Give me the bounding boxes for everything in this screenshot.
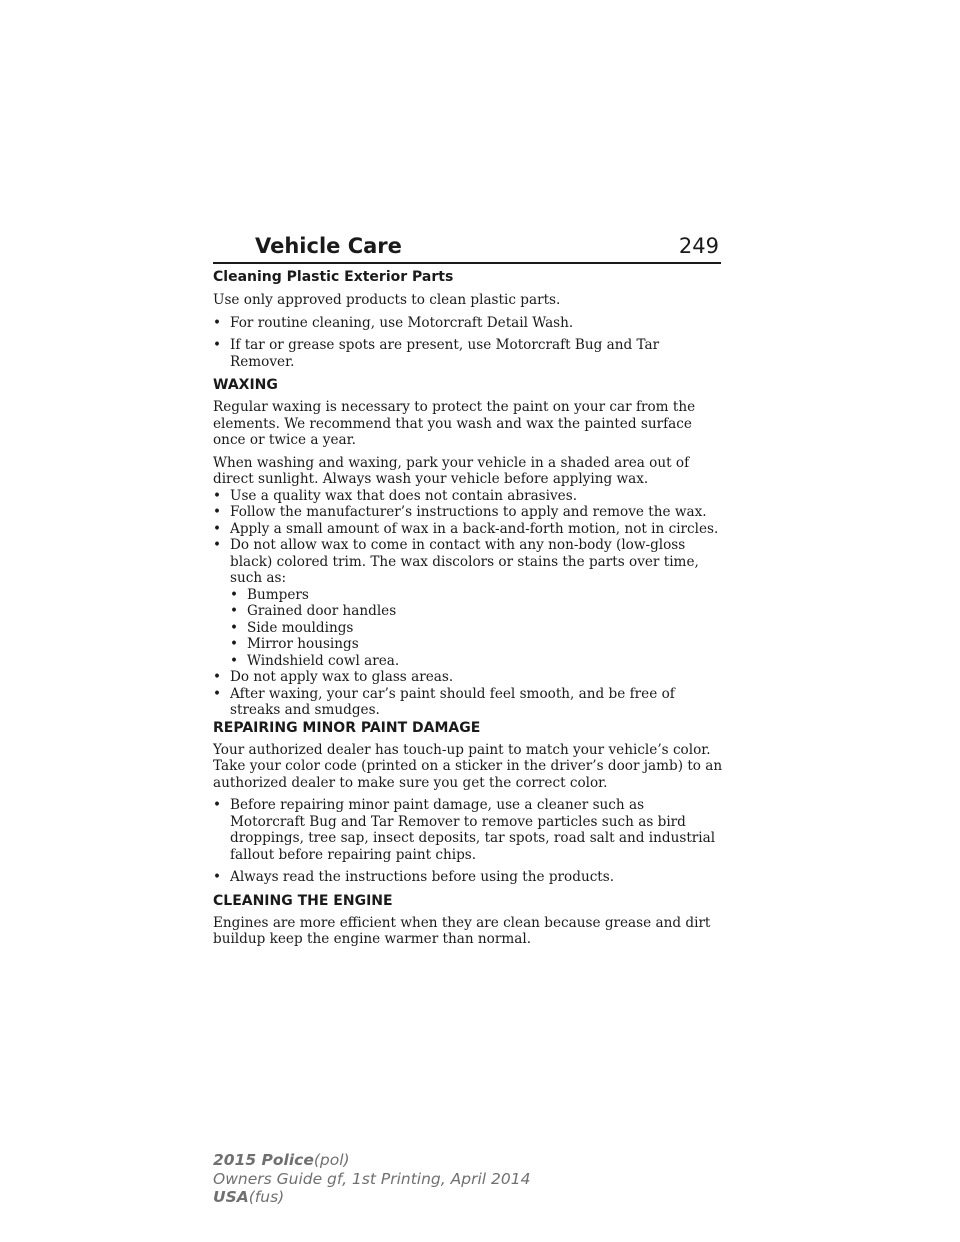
plastic-parts-heading: Cleaning Plastic Exterior Parts [213,269,454,285]
list-item: • Windshield cowl area. [230,652,400,669]
list-item: • Side mouldings [230,619,354,636]
plastic-parts-intro: Use only approved products to clean plastic parts. [213,292,561,308]
print-footer [213,1151,530,1207]
plastic-parts-list [213,315,723,371]
bullet-icon: • [213,669,222,685]
bullet-icon: • [230,636,239,652]
running-header [213,232,721,264]
list-item: • After waxing, your car’s paint should feel smooth, and be free of streaks and smudges. [213,685,675,718]
list-item: • Always read the instructions before using the products. [213,869,615,885]
bullet-icon: • [213,337,222,353]
list-item: • Apply a small amount of wax in a back-and-forth motion, not in circles. [213,520,719,537]
bullet-icon: • [213,797,222,813]
list-item: • For routine cleaning, use Motorcraft Detail Wash. [213,314,574,331]
footer-line-2: Owners Guide gf, 1st Printing, April 2014 [213,1169,531,1188]
trim-list [230,587,723,670]
list-item: • Do not apply wax to glass areas. [213,669,454,685]
list-item: • Do not allow wax to come in contact with any non-body (low-gloss black) colored trim. The wax discolors or stains the parts over time, such as: • Bumpers • Grained door handles • Side mouldings • Mirror housings • Windshield cowl area. [213,537,723,669]
bullet-icon: • [213,487,222,504]
list-item: • Use a quality wax that does not contain abrasives. [213,487,578,504]
page-content [213,268,723,954]
waxing-paragraph-1: Regular waxing is necessary to protect the paint on your car from the elements. We recommend that you wash and wax the painted surface once or twice a year. [213,399,696,448]
waxing-list [213,488,723,719]
bullet-icon: • [213,520,222,537]
list-item: • Bumpers [230,586,309,603]
bullet-icon: • [230,652,239,669]
list-item: • Mirror housings [230,636,359,652]
paint-damage-paragraph: Your authorized dealer has touch-up paint to match your vehicle’s color. Take your color code (printed on a sticker in the driver’s door jamb) to an authorized dealer to make sure you get the correct color. [213,741,723,791]
bullet-icon: • [230,603,239,619]
bullet-icon: • [230,619,239,636]
bullet-icon: • [213,685,222,702]
list-item: • Before repairing minor paint damage, use a cleaner such as Motorcraft Bug and Tar Remover to remove particles such as bird droppings, tree sap, insect deposits, tar spots, road salt and industrial fallout before repairing paint chips. [213,797,716,863]
bullet-icon: • [213,504,222,520]
list-item: • Grained door handles [230,603,397,619]
waxing-paragraph-2: When washing and waxing, park your vehicle in a shaded area out of direct sunlight. Always wash your vehicle before applying wax. [213,454,690,487]
bullet-icon: • [213,537,222,553]
bullet-icon: • [213,314,222,331]
list-item: • If tar or grease spots are present, use Motorcraft Bug and Tar Remover. [213,337,660,370]
engine-paragraph: Engines are more efficient when they are clean because grease and dirt buildup keep the engine warmer than normal. [213,914,711,947]
bullet-icon: • [213,869,222,885]
paint-damage-heading: REPAIRING MINOR PAINT DAMAGE [213,719,481,736]
footer-line-1: 2015 Police(pol) [213,1151,350,1169]
paint-damage-list [213,797,723,886]
engine-heading: CLEANING THE ENGINE [213,892,393,909]
page-number: 249 [678,234,719,258]
footer-line-3: USA(fus) [213,1188,285,1206]
bullet-icon: • [230,586,239,603]
list-item: • Follow the manufacturer’s instructions to apply and remove the wax. [213,504,707,520]
section-title: Vehicle Care [255,234,402,258]
waxing-heading: WAXING [213,377,278,393]
